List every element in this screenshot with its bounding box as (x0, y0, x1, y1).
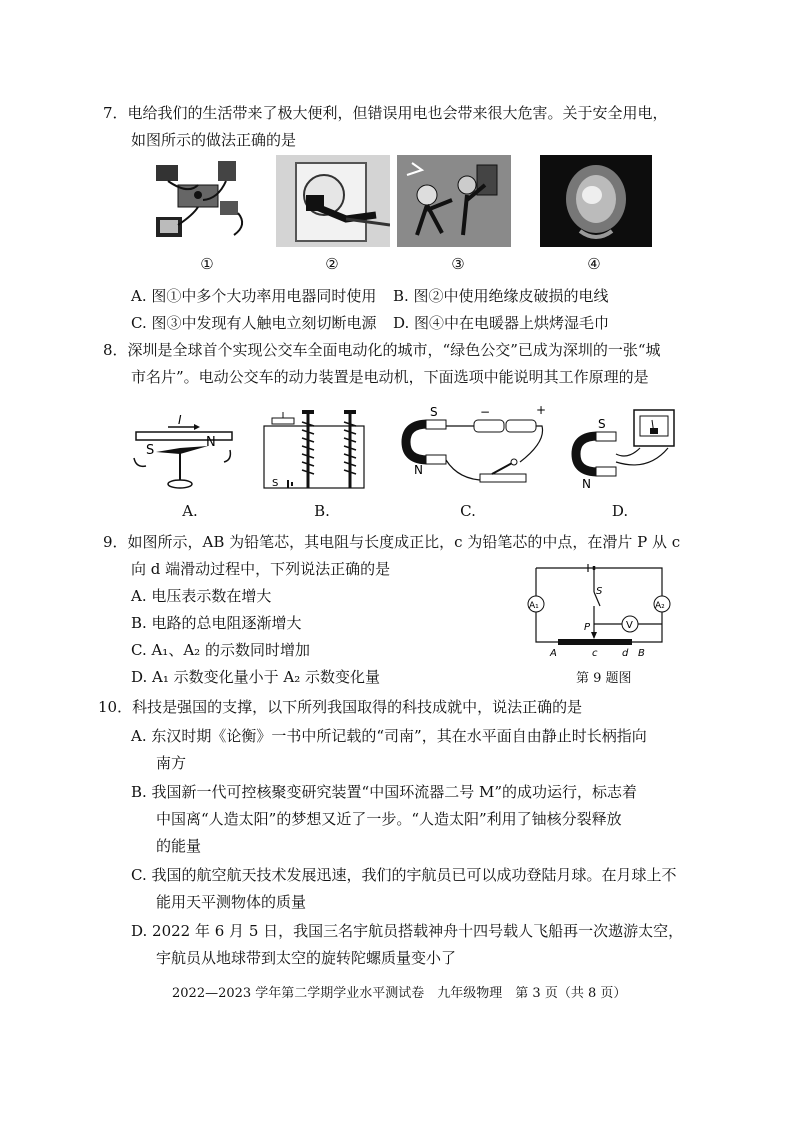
q8-figure-d-electromagnetic-induction (568, 402, 680, 494)
q10-option-b-line3: 的能量 (156, 837, 202, 855)
q8-caption-c: C. (460, 502, 476, 520)
q9-option-a: A. 电压表示数在增大 (131, 587, 272, 605)
q8c-s-label: S (430, 405, 438, 419)
q8d-s-label: S (598, 417, 606, 431)
q9-option-b: B. 电路的总电阻逐渐增大 (131, 614, 302, 632)
q8c-plus-label: + (536, 403, 547, 417)
q7-figure-4-heater-towel (540, 155, 652, 247)
q7-stem-line2: 如图所示的做法正确的是 (131, 131, 297, 149)
q10-option-a-line1: A. 东汉时期《论衡》一书中所记载的“司南”，其在水平面自由静止时长柄指向 (131, 727, 647, 745)
q8a-n-label: N (206, 435, 216, 450)
q7-option-b: B. 图②中使用绝缘皮破损的电线 (393, 287, 609, 305)
q7-option-d: D. 图④中在电暖器上烘烤湿毛巾 (393, 314, 610, 332)
q10-option-c-line1: C. 我国的航空航天技术发展迅速，我们的宇航员已可以成功登陆月球。在月球上不 (131, 866, 677, 884)
q9-ammeter1-label: A₁ (529, 601, 539, 611)
q8b-switch-label: S (272, 478, 279, 489)
q8a-current-label: I (178, 413, 182, 427)
q8-caption-a: A. (182, 502, 198, 520)
q7-figure-2-damaged-wire (276, 155, 390, 247)
q10-option-b-line1: B. 我国新一代可控核聚变研究装置“中国环流器二号 M”的成功运行，标志着 (131, 783, 638, 801)
q9-circuit-diagram (522, 562, 682, 662)
q8c-n-label: N (414, 463, 423, 477)
q10-option-d-line2: 宇航员从地球带到太空的旋转陀螺质量变小了 (156, 949, 457, 967)
q9-slider-label: P (584, 622, 591, 633)
q10-option-a-line2: 南方 (156, 754, 187, 772)
q9-ammeter2-label: A₂ (655, 601, 665, 611)
q9-stem-line1: 9．如图所示，AB 为铅笔芯，其电阻与长度成正比，c 为铅笔芯的中点，在滑片 P 从 c (103, 533, 681, 551)
q10-option-d-line1: D. 2022 年 6 月 5 日，我国三名宇航员搭载神舟十四号载人飞船再一次遨游太空， (131, 922, 684, 940)
q9-voltmeter-label: V (626, 620, 633, 631)
q8a-s-label: S (146, 443, 155, 458)
q8-figure-b-electromagnets (258, 402, 370, 494)
q7-caption-4: ④ (587, 255, 601, 273)
q8-figure-c-conductor-in-field (400, 402, 548, 494)
q9-switch-label: S (596, 586, 603, 597)
q8-caption-d: D. (611, 502, 629, 520)
q9-end-b-label: B (638, 648, 645, 659)
q8-figure-a-oersted (128, 402, 240, 494)
q10-stem: 10．科技是强国的支撑，以下所列我国取得的科技成就中，说法正确的是 (98, 698, 583, 716)
q9-end-a-label: A (550, 648, 557, 659)
q7-caption-3: ③ (451, 255, 465, 273)
q8d-n-label: N (582, 477, 591, 491)
q8c-minus-label: − (480, 405, 491, 419)
q7-caption-2: ② (325, 255, 339, 273)
q9-stem-line2: 向 d 端滑动过程中，下列说法正确的是 (131, 560, 391, 578)
q8-stem-line2: 市名片”。电动公交车的动力装置是电动机，下面选项中能说明其工作原理的是 (131, 368, 649, 386)
q7-option-c: C. 图③中发现有人触电立刻切断电源 (131, 314, 377, 332)
q9-option-c: C. A₁、A₂ 的示数同时增加 (131, 641, 310, 659)
q9-point-d-label: d (622, 648, 629, 659)
q9-option-d: D. A₁ 示数变化量小于 A₂ 示数变化量 (131, 668, 381, 686)
q10-option-b-line2: 中国离“人造太阳”的梦想又近了一步。“人造太阳”利用了铀核分裂释放 (156, 810, 622, 828)
page-footer: 2022—2023 学年第二学期学业水平测试卷 九年级物理 第 3 页（共 8 页） (172, 986, 627, 1001)
q7-option-a: A. 图①中多个大功率用电器同时使用 (131, 287, 377, 305)
q9-mid-c-label: c (592, 648, 598, 659)
q7-stem-line1: 7．电给我们的生活带来了极大便利，但错误用电也会带来很大危害。关于安全用电， (103, 104, 668, 122)
q10-option-c-line2: 能用天平测物体的质量 (156, 893, 307, 911)
q8-caption-b: B. (314, 502, 330, 520)
q7-caption-1: ① (200, 255, 214, 273)
q8-stem-line1: 8．深圳是全球首个实现公交车全面电动化的城市，“绿色公交”已成为深圳的一张“城 (103, 341, 661, 359)
q7-figure-1-overloaded-socket (148, 155, 264, 247)
q9-figure-caption: 第 9 题图 (576, 671, 632, 686)
q7-figure-3-electric-shock-rescue (397, 155, 511, 247)
